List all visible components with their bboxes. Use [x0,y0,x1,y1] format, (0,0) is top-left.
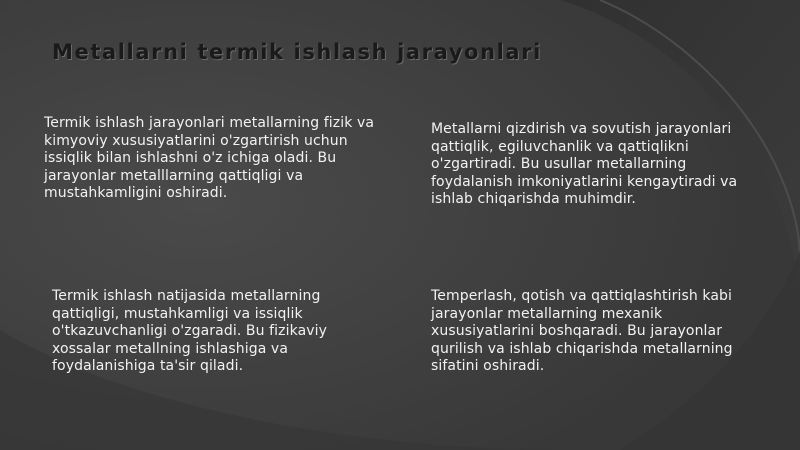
paragraph-bottom-right: Temperlash, qotish va qattiqlashtirish kabi jarayonlar metallarning mexanik xususiyatlarini boshqaradi. Bu jarayonlar qurilish va ishlab chiqarishda metallarning sifatini oshiradi. [431,288,733,374]
paragraph-top-right: Metallarni qizdirish va sovutish jarayonlari qattiqlik, egiluvchanlik va qattiqlikni o'zgartiradi. Bu usullar metallarning foydalanish imkoniyatlarini kengaytiradi va ishlab chiqarishda muhimdir. [431,121,738,207]
paragraph-bottom-left: Termik ishlash natijasida metallarning qattiqligi, mustahkamligi va issiqlik o'tkazuvchanligi o'zgaradi. Bu fizikaviy xossalar metallning ishlashiga va foydalanishiga ta'sir qiladi. [52,288,328,374]
paragraph-top-left: Termik ishlash jarayonlari metallarning fizik va kimyoviy xususiyatlarini o'zgartirish uchun issiqlik bilan ishlashni o'z ichiga oladi. Bu jarayonlar metalllarning qattiqligi va mustahkamligini oshiradi. [44,115,375,201]
slide-title: Metallarni termik ishlash jarayonlari [52,40,542,64]
